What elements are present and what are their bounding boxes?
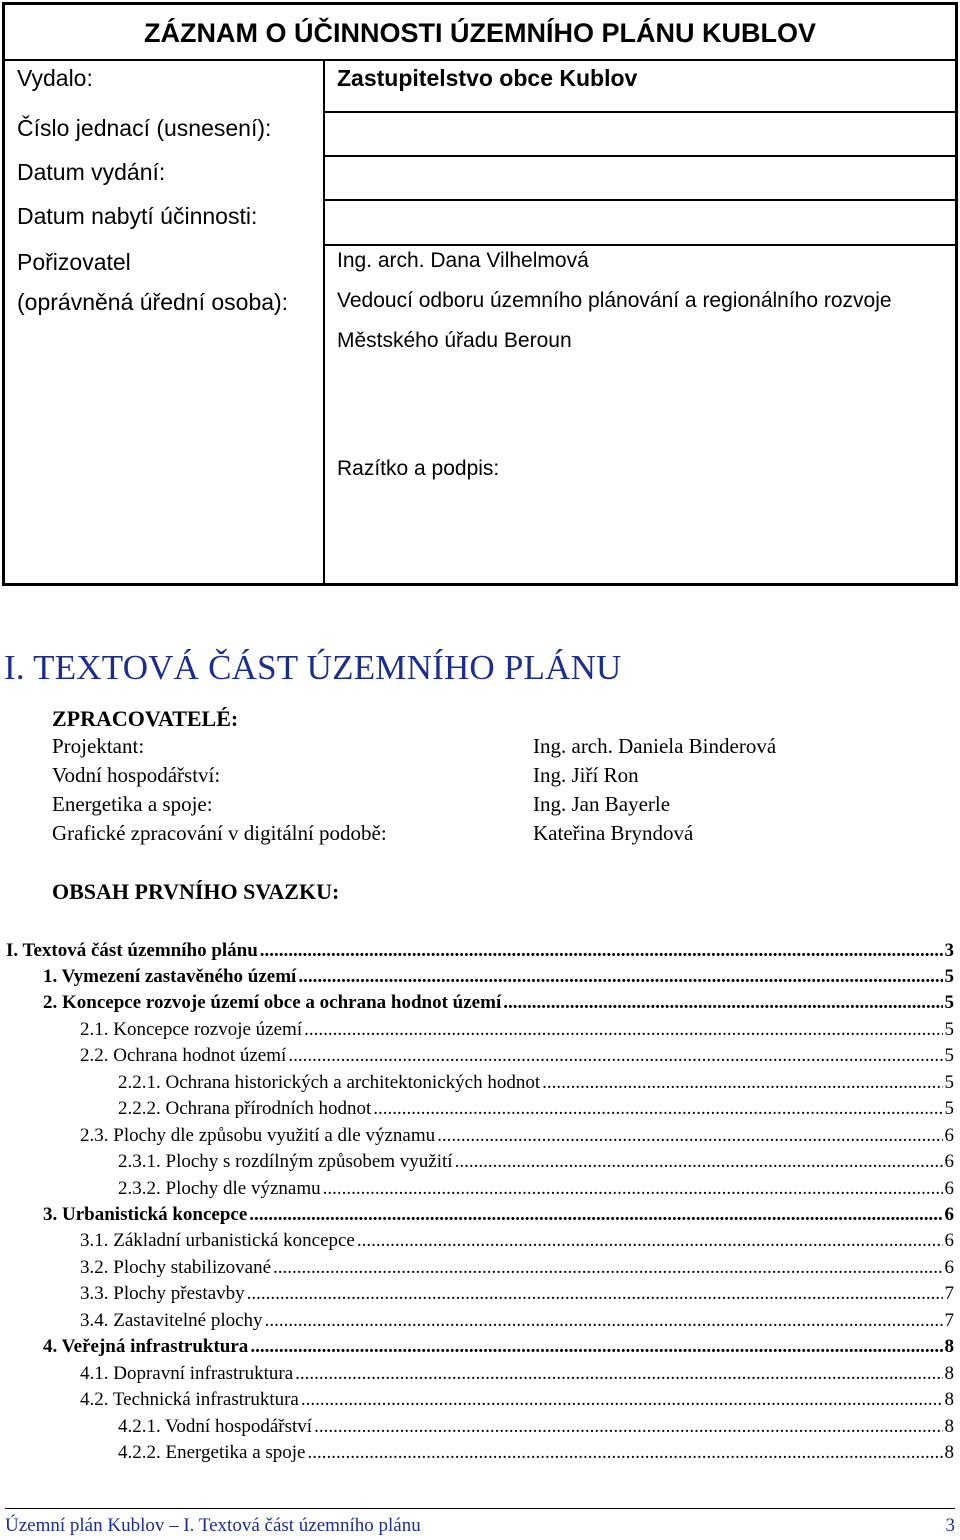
toc-entry[interactable] <box>118 1442 954 1469</box>
toc-entry-text: 4.2. Technická infrastruktura <box>80 1389 299 1410</box>
toc-leader <box>250 1336 942 1358</box>
record-title: ZÁZNAM O ÚČINNOSTI ÚZEMNÍHO PLÁNU KUBLOV <box>5 5 955 61</box>
procurer-sublabel: (oprávněná úřední osoba): <box>17 289 289 315</box>
toc-leader <box>542 1072 942 1094</box>
toc-entry[interactable] <box>80 1019 954 1046</box>
toc-entry-page: 7 <box>944 1283 954 1304</box>
team-member-role: Projektant: <box>52 734 145 758</box>
table-divider <box>325 244 955 246</box>
toc-entry[interactable] <box>80 1230 954 1257</box>
toc-entry-page: 8 <box>944 1442 954 1463</box>
toc-leader <box>503 992 942 1014</box>
team-member-name: Ing. Jan Bayerle <box>533 792 671 816</box>
team-title: ZPRACOVATELÉ: <box>52 706 239 731</box>
toc-leader <box>288 1045 942 1067</box>
toc-leader <box>357 1230 943 1252</box>
toc-entry[interactable] <box>43 966 954 993</box>
toc-entry-page: 6 <box>944 1204 954 1225</box>
toc-entry-page: 6 <box>944 1230 954 1251</box>
toc-entry[interactable] <box>80 1257 954 1284</box>
section-heading: I. TEXTOVÁ ČÁST ÚZEMNÍHO PLÁNU <box>4 648 622 687</box>
effective-date-label: Datum nabytí účinnosti: <box>17 203 258 229</box>
toc-entry[interactable] <box>6 940 954 967</box>
team-member-name: Kateřina Bryndová <box>533 821 694 845</box>
toc-leader <box>304 1019 942 1041</box>
team-member-role: Grafické zpracování v digitální podobě: <box>52 821 387 845</box>
toc-leader <box>247 1283 943 1305</box>
toc-entry-page: 8 <box>944 1363 954 1384</box>
toc-entry[interactable] <box>43 1336 954 1363</box>
procurer-label: Pořizovatel <box>17 249 131 275</box>
team-member-row <box>52 821 932 850</box>
stamp-signature-label: Razítko a podpis: <box>337 457 500 480</box>
toc-entry[interactable] <box>118 1416 954 1443</box>
toc-leader <box>273 1257 942 1279</box>
toc-leader <box>260 940 943 962</box>
procurer-name: Ing. arch. Dana Vilhelmová <box>337 249 589 272</box>
toc-entry-text: 2.1. Koncepce rozvoje území <box>80 1019 303 1040</box>
toc-entry-text: 2.3.1. Plochy s rozdílným způsobem využití <box>118 1151 453 1172</box>
toc-entry-page: 3 <box>944 940 954 961</box>
toc-entry-page: 5 <box>944 1098 954 1119</box>
toc-entry-page: 6 <box>944 1125 954 1146</box>
toc-entry-text: 3.4. Zastavitelné plochy <box>80 1310 263 1331</box>
toc-leader <box>295 1363 942 1385</box>
toc-entry[interactable] <box>80 1310 954 1337</box>
toc-entry-text: 2. Koncepce rozvoje území obce a ochrana hodnot území <box>43 992 502 1013</box>
toc-entry-text: 3.3. Plochy přestavby <box>80 1283 245 1304</box>
toc-entry[interactable] <box>80 1363 954 1390</box>
toc-entry-text: 2.2.2. Ochrana přírodních hodnot <box>118 1098 372 1119</box>
issued-by-value: Zastupitelstvo obce Kublov <box>337 65 638 91</box>
toc-entry-page: 7 <box>944 1310 954 1331</box>
toc-leader <box>437 1125 942 1147</box>
issue-date-label: Datum vydání: <box>17 159 166 185</box>
ref-number-label: Číslo jednací (usnesení): <box>17 115 272 141</box>
toc-entry[interactable] <box>118 1151 954 1178</box>
toc-entry-page: 8 <box>944 1336 954 1357</box>
footer-document-title: Územní plán Kublov – I. Textová část územního plánu <box>5 1515 421 1536</box>
contents-title: OBSAH PRVNÍHO SVAZKU: <box>52 879 340 904</box>
toc-entry[interactable] <box>80 1045 954 1072</box>
toc-entry-text: 2.2.1. Ochrana historických a architektonických hodnot <box>118 1072 541 1093</box>
procurer-office: Městského úřadu Beroun <box>337 329 572 352</box>
toc-leader <box>298 966 942 988</box>
team-member-role: Energetika a spoje: <box>52 792 213 816</box>
table-divider <box>325 199 955 201</box>
toc-entry[interactable] <box>118 1178 954 1205</box>
table-divider-vertical <box>323 59 325 586</box>
toc-entry[interactable] <box>80 1389 954 1416</box>
toc-entry-page: 5 <box>944 966 954 987</box>
toc-entry[interactable] <box>80 1125 954 1152</box>
toc-entry-text: 2.2. Ochrana hodnot území <box>80 1045 287 1066</box>
toc-entry-page: 6 <box>944 1178 954 1199</box>
toc-entry-text: 2.3.2. Plochy dle významu <box>118 1178 321 1199</box>
toc-entry-page: 5 <box>944 1072 954 1093</box>
toc-entry-text: 4. Veřejná infrastruktura <box>43 1336 249 1357</box>
toc-entry-text: I. Textová část územního plánu <box>6 940 258 961</box>
team-member-name: Ing. Jiří Ron <box>533 763 639 787</box>
toc-entry-page: 5 <box>944 1045 954 1066</box>
toc-entry-text: 3. Urbanistická koncepce <box>43 1204 248 1225</box>
toc-leader <box>455 1151 943 1173</box>
team-member-role: Vodní hospodářství: <box>52 763 221 787</box>
toc-entry[interactable] <box>118 1098 954 1125</box>
table-divider <box>325 111 955 113</box>
toc-entry[interactable] <box>80 1283 954 1310</box>
procurer-role: Vedoucí odboru územního plánování a regionálního rozvoje <box>337 289 892 312</box>
toc-entry-page: 5 <box>944 1019 954 1040</box>
toc-entry[interactable] <box>43 992 954 1019</box>
toc-entry[interactable] <box>118 1072 954 1099</box>
team-member-name: Ing. arch. Daniela Binderová <box>533 734 777 758</box>
page-footer <box>5 1515 955 1539</box>
toc-entry-page: 8 <box>944 1389 954 1410</box>
toc-leader <box>249 1204 942 1226</box>
toc-entry-text: 4.2.1. Vodní hospodářství <box>118 1416 313 1437</box>
toc-entry-text: 2.3. Plochy dle způsobu využití a dle významu <box>80 1125 436 1146</box>
toc-entry-page: 6 <box>944 1257 954 1278</box>
toc-leader <box>314 1416 942 1438</box>
toc-entry-text: 4.2.2. Energetika a spoje <box>118 1442 306 1463</box>
team-member-row <box>52 792 932 821</box>
toc-entry-text: 3.1. Základní urbanistická koncepce <box>80 1230 355 1251</box>
team-member-row <box>52 763 932 792</box>
toc-entry-text: 1. Vymezení zastavěného území <box>43 966 297 987</box>
team-member-row <box>52 734 932 763</box>
footer-page-number: 3 <box>945 1515 955 1536</box>
toc-leader <box>265 1310 943 1332</box>
toc-entry[interactable] <box>43 1204 954 1231</box>
toc-entry-page: 6 <box>944 1151 954 1172</box>
toc-leader <box>308 1442 943 1464</box>
toc-entry-page: 8 <box>944 1416 954 1437</box>
toc-entry-text: 4.1. Dopravní infrastruktura <box>80 1363 294 1384</box>
toc-entry-text: 3.2. Plochy stabilizované <box>80 1257 272 1278</box>
toc-leader <box>323 1178 943 1200</box>
table-divider <box>325 155 955 157</box>
toc-entry-page: 5 <box>944 992 954 1013</box>
issued-by-label: Vydalo: <box>17 65 93 91</box>
record-table <box>2 2 958 586</box>
toc-leader <box>301 1389 943 1411</box>
toc-leader <box>373 1098 942 1120</box>
footer-divider <box>5 1508 955 1509</box>
